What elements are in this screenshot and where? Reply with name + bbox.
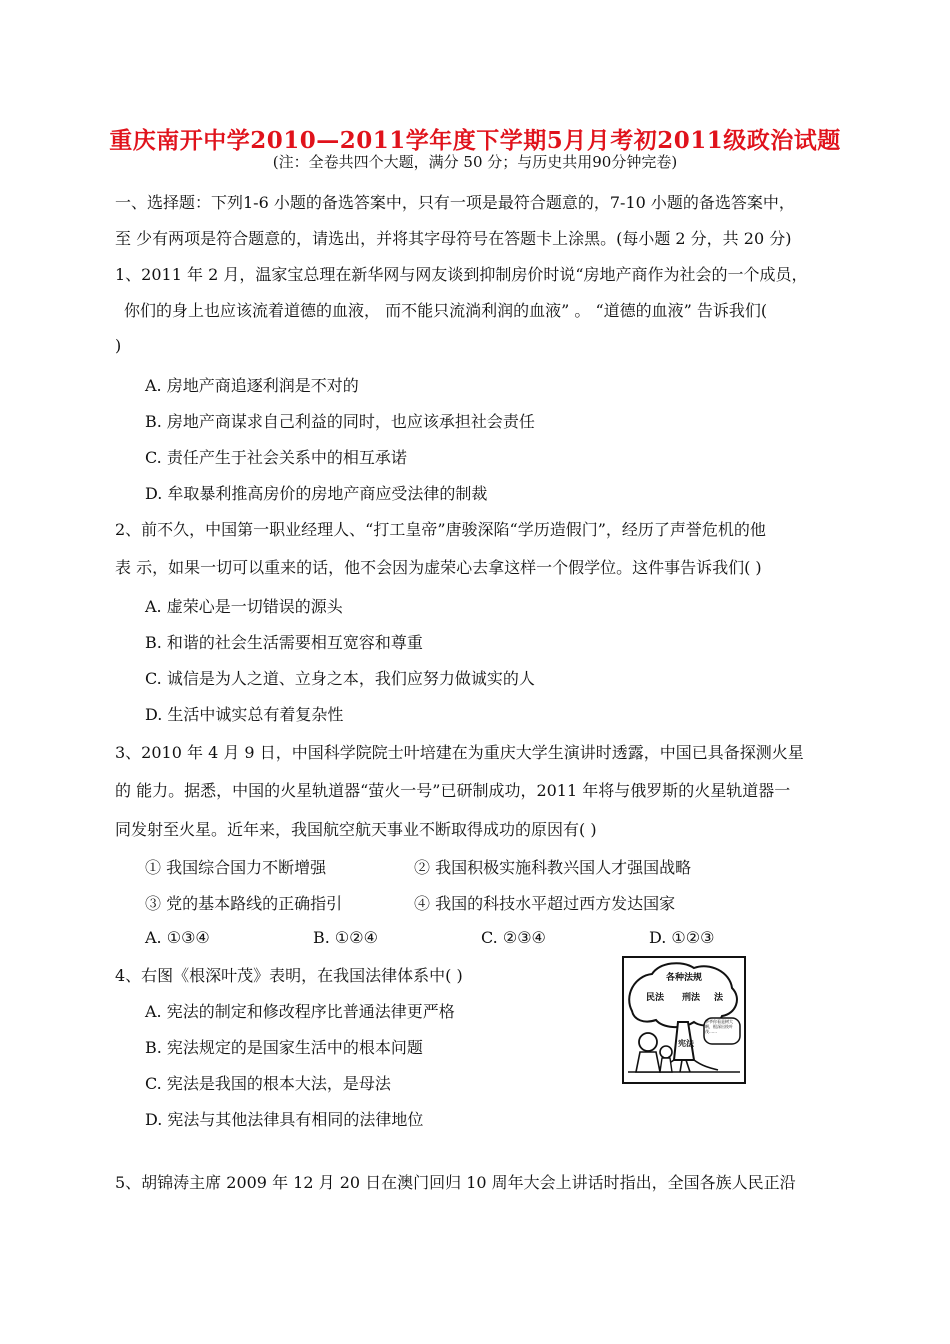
q1-option-b: B. 房地产商谋求自己利益的同时，也应该承担社会责任 — [145, 412, 535, 431]
q1-option-a: A. 房地产商追逐利润是不对的 — [145, 376, 359, 395]
q2-stem-line-2: 表 示，如果一切可以重来的话，他不会因为虚荣心去拿这样一个假学位。这件事告诉我们( ) — [115, 558, 762, 577]
q2-option-d: D. 生活中诚实总有着复杂性 — [145, 705, 344, 724]
cartoon-label-left: 民法 — [646, 993, 665, 1003]
q4-option-b: B. 宪法规定的是国家生活中的根本问题 — [145, 1038, 423, 1057]
q3-stem-line-3: 同发射至火星。近年来，我国航空航天事业不断取得成功的原因有( ) — [115, 820, 597, 839]
q5-stem-line-1: 5、胡锦涛主席 2009 年 12 月 20 日在澳门回归 10 周年大会上讲话时指出，全国各族人民正沿 — [115, 1173, 796, 1192]
cartoon-image — [622, 956, 746, 1084]
q1-option-c: C. 责任产生于社会关系中的相互承诺 — [145, 448, 407, 467]
q1-stem-line-1: 1、2011 年 2 月，温家宝总理在新华网与网友谈到抑制房价时说“房地产商作为社会的一个成员， — [115, 265, 808, 284]
q3-option-a: A. ①③④ — [145, 928, 210, 947]
section-instructions-line-1: 一、选择题：下列1-6 小题的备选答案中，只有一项是最符合题意的，7-10 小题的备选答案中， — [115, 193, 795, 212]
cartoon-label-mid: 刑法 — [682, 993, 701, 1003]
exam-title: 重庆南开中学2010—2011学年度下学期5月月考初2011级政治试题 — [109, 127, 841, 154]
q4-option-d: D. 宪法与其他法律具有相同的法律地位 — [145, 1110, 424, 1129]
q2-option-b: B. 和谐的社会生活需要相互宽容和尊重 — [145, 633, 423, 652]
q3-item-1: ① 我国综合国力不断增强 — [145, 858, 327, 877]
cartoon-speech-bubble: 爷爷你看是树大啊，根深出枝叶茂…… — [705, 1019, 733, 1034]
section-instructions-line-2: 至 少有两项是符合题意的，请选出，并将其字母符号在答题卡上涂黑。(每小题 2 分，共 20 分) — [115, 229, 792, 248]
q3-item-3: ③ 党的基本路线的正确指引 — [145, 894, 343, 913]
q2-option-a: A. 虚荣心是一切错误的源头 — [145, 597, 343, 616]
q3-item-4: ④ 我国的科技水平超过西方发达国家 — [414, 894, 676, 913]
cartoon-trunk-label: 宪法 — [678, 1039, 694, 1048]
q2-option-c: C. 诚信是为人之道、立身之本，我们应努力做诚实的人 — [145, 669, 535, 688]
q3-option-b: B. ①②④ — [313, 928, 378, 947]
q3-stem-line-2: 的 能力。据悉，中国的火星轨道器“萤火一号”已研制成功，2011 年将与俄罗斯的火星轨道器一 — [115, 781, 791, 800]
q3-item-2: ② 我国积极实施科教兴国人才强国战略 — [414, 858, 692, 877]
q1-option-d: D. 牟取暴利推高房价的房地产商应受法律的制裁 — [145, 484, 488, 503]
q4-option-c: C. 宪法是我国的根本大法，是母法 — [145, 1074, 391, 1093]
q1-stem-line-2: 你们的身上也应该流着道德的血液， 而不能只流淌利润的血液” 。 “道德的血液” 告诉我们( — [124, 301, 768, 320]
q3-option-c: C. ②③④ — [481, 928, 546, 947]
exam-note: (注：全卷共四个大题，满分 50 分；与历史共用90分钟完卷) — [272, 153, 678, 171]
q3-stem-line-1: 3、2010 年 4 月 9 日，中国科学院院士叶培建在为重庆大学生演讲时透露，中国已具备探测火星 — [115, 743, 804, 762]
q1-stem-line-3: ) — [115, 336, 122, 355]
cartoon-label-right: 法 — [714, 993, 724, 1003]
cartoon-label-top: 各种法规 — [665, 973, 703, 983]
q3-option-d: D. ①②③ — [649, 928, 715, 947]
q4-option-a: A. 宪法的制定和修改程序比普通法律更严格 — [145, 1002, 455, 1021]
q4-stem-line-1: 4、右图《根深叶茂》表明，在我国法律体系中( ) — [115, 966, 463, 985]
q2-stem-line-1: 2、前不久，中国第一职业经理人、“打工皇帝”唐骏深陷“学历造假门”，经历了声誉危机的他 — [115, 520, 766, 539]
